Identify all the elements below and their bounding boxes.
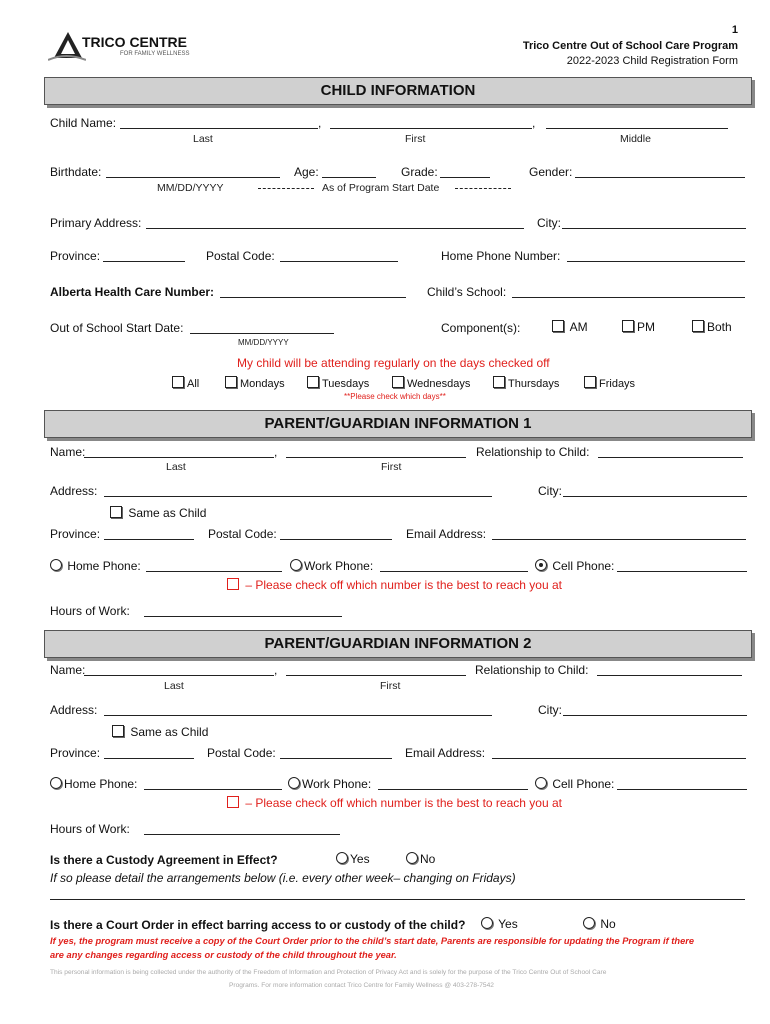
p2-cell-phone[interactable]: [535, 777, 614, 791]
checkbox-icon[interactable]: [307, 376, 319, 388]
school-label: Child’s School:: [427, 285, 507, 299]
as-of-dash-right: [455, 188, 511, 189]
radio-icon[interactable]: [288, 777, 300, 789]
p1-hours-label: Hours of Work:: [50, 604, 130, 618]
checkbox-icon[interactable]: [227, 796, 239, 808]
court-question: Is there a Court Order in effect barring access to or custody of the child?: [50, 918, 466, 932]
p2-relationship-label: Relationship to Child:: [475, 663, 589, 677]
p2-best-number-text: – Please check off which number is the best to reach you at: [245, 796, 562, 810]
child-postal-field[interactable]: [280, 261, 398, 262]
ahc-field[interactable]: [220, 297, 406, 298]
p1-city-label: City:: [538, 484, 562, 498]
custody-yes[interactable]: [336, 852, 370, 866]
p1-last-name-field[interactable]: [84, 457, 274, 458]
logo-name: TRICO CENTRE: [82, 34, 187, 50]
comma: ,: [532, 116, 536, 130]
p1-work-phone-field[interactable]: [380, 571, 528, 572]
checkbox-icon[interactable]: [584, 376, 596, 388]
child-last-name-field[interactable]: [120, 128, 318, 129]
components-label: Component(s):: [441, 321, 521, 335]
p2-last-caption: Last: [164, 680, 184, 692]
p1-cell-phone[interactable]: [535, 559, 614, 573]
checkbox-icon[interactable]: [493, 376, 505, 388]
checkbox-icon[interactable]: [392, 376, 404, 388]
day-thursdays-label: Thursdays: [508, 378, 560, 390]
day-all[interactable]: [172, 376, 199, 390]
p2-cell-phone-field[interactable]: [617, 789, 747, 790]
section-child-information: CHILD INFORMATION: [44, 77, 752, 105]
p1-home-phone-field[interactable]: [146, 571, 282, 572]
p2-email-field[interactable]: [492, 758, 746, 759]
radio-icon[interactable]: [481, 917, 493, 929]
day-all-label: All: [187, 378, 200, 390]
p2-same-as-child[interactable]: [112, 725, 208, 739]
p1-city-field[interactable]: [563, 496, 747, 497]
p1-last-caption: Last: [166, 461, 186, 473]
section-parent2: PARENT/GUARDIAN INFORMATION 2: [44, 630, 752, 658]
court-yes-label: Yes: [498, 917, 518, 931]
checkbox-icon[interactable]: [225, 376, 237, 388]
day-thursdays[interactable]: [493, 376, 559, 390]
home-phone-number-label: Home Phone Number:: [441, 249, 561, 263]
component-both-label: Both: [707, 320, 732, 334]
radio-icon[interactable]: [336, 852, 348, 864]
section-parent1: PARENT/GUARDIAN INFORMATION 1: [44, 410, 752, 438]
footer-line2: Programs. For more information contact Trico Centre for Family Wellness @ 403-278-7542: [229, 982, 494, 989]
child-first-caption: First: [405, 133, 426, 145]
p2-work-phone-label: Work Phone:: [302, 777, 372, 791]
component-pm[interactable]: [622, 320, 655, 334]
days-note: **Please check which days**: [344, 392, 446, 401]
custody-no-label: No: [420, 852, 436, 866]
p1-province-field[interactable]: [104, 539, 194, 540]
form-title: 2022-2023 Child Registration Form: [566, 55, 738, 67]
p2-home-phone[interactable]: [50, 777, 137, 791]
attending-note: My child will be attending regularly on the days checked off: [237, 356, 550, 370]
p1-cell-phone-label: Cell Phone:: [552, 559, 615, 573]
day-wednesdays-label: Wednesdays: [407, 378, 471, 390]
p1-home-phone[interactable]: [50, 559, 141, 573]
p2-relationship-field[interactable]: [597, 675, 742, 676]
day-mondays[interactable]: [225, 376, 285, 390]
radio-icon[interactable]: [406, 852, 418, 864]
p2-hours-field[interactable]: [144, 834, 340, 835]
court-no[interactable]: [583, 917, 616, 931]
p2-home-phone-field[interactable]: [144, 789, 282, 790]
p1-address-field[interactable]: [104, 496, 492, 497]
radio-selected-icon[interactable]: [535, 559, 547, 571]
comma: ,: [274, 663, 278, 677]
page-number: 1: [731, 24, 738, 36]
logo-tagline: FOR FAMILY WELLNESS: [120, 51, 190, 57]
p1-address-label: Address:: [50, 484, 98, 498]
custody-no[interactable]: [406, 852, 435, 866]
start-date-label: Out of School Start Date:: [50, 321, 184, 335]
child-last-caption: Last: [193, 133, 213, 145]
p1-work-phone[interactable]: [290, 559, 373, 573]
primary-address-field[interactable]: [146, 228, 524, 229]
p2-same-as-child-label: Same as Child: [130, 725, 209, 739]
child-middle-name-field[interactable]: [546, 128, 728, 129]
p1-best-number-note: [227, 578, 562, 592]
p1-hours-field[interactable]: [144, 616, 342, 617]
p2-best-number-note: [227, 796, 562, 810]
p2-address-field[interactable]: [104, 715, 492, 716]
p1-same-as-child[interactable]: [110, 506, 206, 520]
court-yes[interactable]: [481, 917, 518, 931]
checkbox-icon[interactable]: [110, 506, 122, 518]
day-fridays-label: Fridays: [599, 378, 636, 390]
child-province-field[interactable]: [103, 261, 185, 262]
age-field[interactable]: [322, 177, 376, 178]
home-phone-number-field[interactable]: [567, 261, 745, 262]
p1-relationship-field[interactable]: [598, 457, 743, 458]
p1-postal-label: Postal Code:: [208, 527, 277, 541]
primary-address-label: Primary Address:: [50, 216, 142, 230]
child-middle-caption: Middle: [620, 133, 651, 145]
p2-address-label: Address:: [50, 703, 98, 717]
p1-same-as-child-label: Same as Child: [128, 506, 207, 520]
start-date-format: MM/DD/YYYY: [238, 338, 289, 347]
court-no-label: No: [600, 917, 616, 931]
checkbox-icon[interactable]: [227, 578, 239, 590]
grade-field[interactable]: [440, 177, 490, 178]
p2-email-label: Email Address:: [405, 746, 486, 760]
child-city-label: City:: [537, 216, 561, 230]
checkbox-icon[interactable]: [552, 320, 564, 332]
p2-hours-label: Hours of Work:: [50, 822, 130, 836]
radio-icon[interactable]: [290, 559, 302, 571]
p2-province-label: Province:: [50, 746, 101, 760]
p1-best-number-text: – Please check off which number is the best to reach you at: [245, 578, 562, 592]
p1-email-label: Email Address:: [406, 527, 487, 541]
p1-cell-phone-field[interactable]: [617, 571, 747, 572]
radio-icon[interactable]: [535, 777, 547, 789]
radio-icon[interactable]: [50, 559, 62, 571]
p2-work-phone-field[interactable]: [378, 789, 528, 790]
day-wednesdays[interactable]: [392, 376, 470, 390]
checkbox-icon[interactable]: [112, 725, 124, 737]
program-title: Trico Centre Out of School Care Program: [522, 40, 738, 52]
day-mondays-label: Mondays: [240, 378, 285, 390]
age-label: Age:: [294, 165, 319, 179]
p2-first-caption: First: [380, 680, 401, 692]
day-tuesdays-label: Tuesdays: [322, 378, 370, 390]
child-postal-label: Postal Code:: [206, 249, 275, 263]
school-field[interactable]: [512, 297, 745, 298]
p1-relationship-label: Relationship to Child:: [476, 445, 590, 459]
p1-first-name-field[interactable]: [286, 457, 466, 458]
p1-name-label: Name:: [50, 445, 86, 459]
checkbox-icon[interactable]: [692, 320, 704, 332]
p2-city-field[interactable]: [563, 715, 747, 716]
component-am-label: AM: [569, 320, 588, 334]
child-city-field[interactable]: [562, 228, 746, 229]
p2-postal-label: Postal Code:: [207, 746, 276, 760]
p1-email-field[interactable]: [492, 539, 746, 540]
gender-field[interactable]: [575, 177, 745, 178]
custody-detail-field[interactable]: [50, 899, 745, 900]
as-of-caption: As of Program Start Date: [322, 182, 440, 194]
p1-province-label: Province:: [50, 527, 101, 541]
start-date-field[interactable]: [190, 333, 334, 334]
day-fridays[interactable]: [584, 376, 635, 390]
radio-icon[interactable]: [583, 917, 595, 929]
logo-mark-icon: [48, 30, 86, 64]
checkbox-icon[interactable]: [172, 376, 184, 388]
birthdate-format: MM/DD/YYYY: [157, 182, 224, 194]
p2-postal-field[interactable]: [280, 758, 392, 759]
court-note-line2: are any changes regarding access or custody of the child throughout the year.: [50, 950, 397, 960]
radio-icon[interactable]: [50, 777, 62, 789]
as-of-dash-left: [258, 188, 314, 189]
p2-home-phone-label: Home Phone:: [64, 777, 138, 791]
birthdate-label: Birthdate:: [50, 165, 102, 179]
p1-first-caption: First: [381, 461, 402, 473]
component-am[interactable]: [552, 320, 588, 334]
p2-last-name-field[interactable]: [84, 675, 274, 676]
comma: ,: [274, 445, 278, 459]
p2-first-name-field[interactable]: [286, 675, 466, 676]
p2-city-label: City:: [538, 703, 562, 717]
child-name-label: Child Name:: [50, 116, 117, 130]
component-pm-label: PM: [637, 320, 655, 334]
checkbox-icon[interactable]: [622, 320, 634, 332]
component-both[interactable]: [692, 320, 732, 334]
p1-postal-field[interactable]: [280, 539, 392, 540]
p1-home-phone-label: Home Phone:: [67, 559, 141, 573]
p2-cell-phone-label: Cell Phone:: [552, 777, 615, 791]
gender-label: Gender:: [529, 165, 573, 179]
court-note-line1: If yes, the program must receive a copy of the Court Order prior to the child’s start date, Parents are responsible for updating the Program if there: [50, 936, 695, 946]
child-first-name-field[interactable]: [330, 128, 532, 129]
custody-question: Is there a Custody Agreement in Effect?: [50, 853, 278, 867]
custody-yes-label: Yes: [350, 852, 370, 866]
birthdate-field[interactable]: [106, 177, 280, 178]
logo: [48, 30, 188, 64]
child-province-label: Province:: [50, 249, 101, 263]
ahc-label: Alberta Health Care Number:: [50, 285, 215, 299]
grade-label: Grade:: [401, 165, 438, 179]
comma: ,: [318, 116, 322, 130]
custody-detail: If so please detail the arrangements below (i.e. every other week– changing on Fridays): [50, 871, 516, 885]
p2-name-label: Name:: [50, 663, 86, 677]
p1-work-phone-label: Work Phone:: [304, 559, 374, 573]
footer-line1: This personal information is being collected under the authority of the Freedom of Information and Protection of Privacy Act and is solely for the purpose of the Trico Centre Out of School Care: [50, 969, 607, 976]
p2-province-field[interactable]: [104, 758, 194, 759]
day-tuesdays[interactable]: [307, 376, 369, 390]
p2-work-phone[interactable]: [288, 777, 371, 791]
